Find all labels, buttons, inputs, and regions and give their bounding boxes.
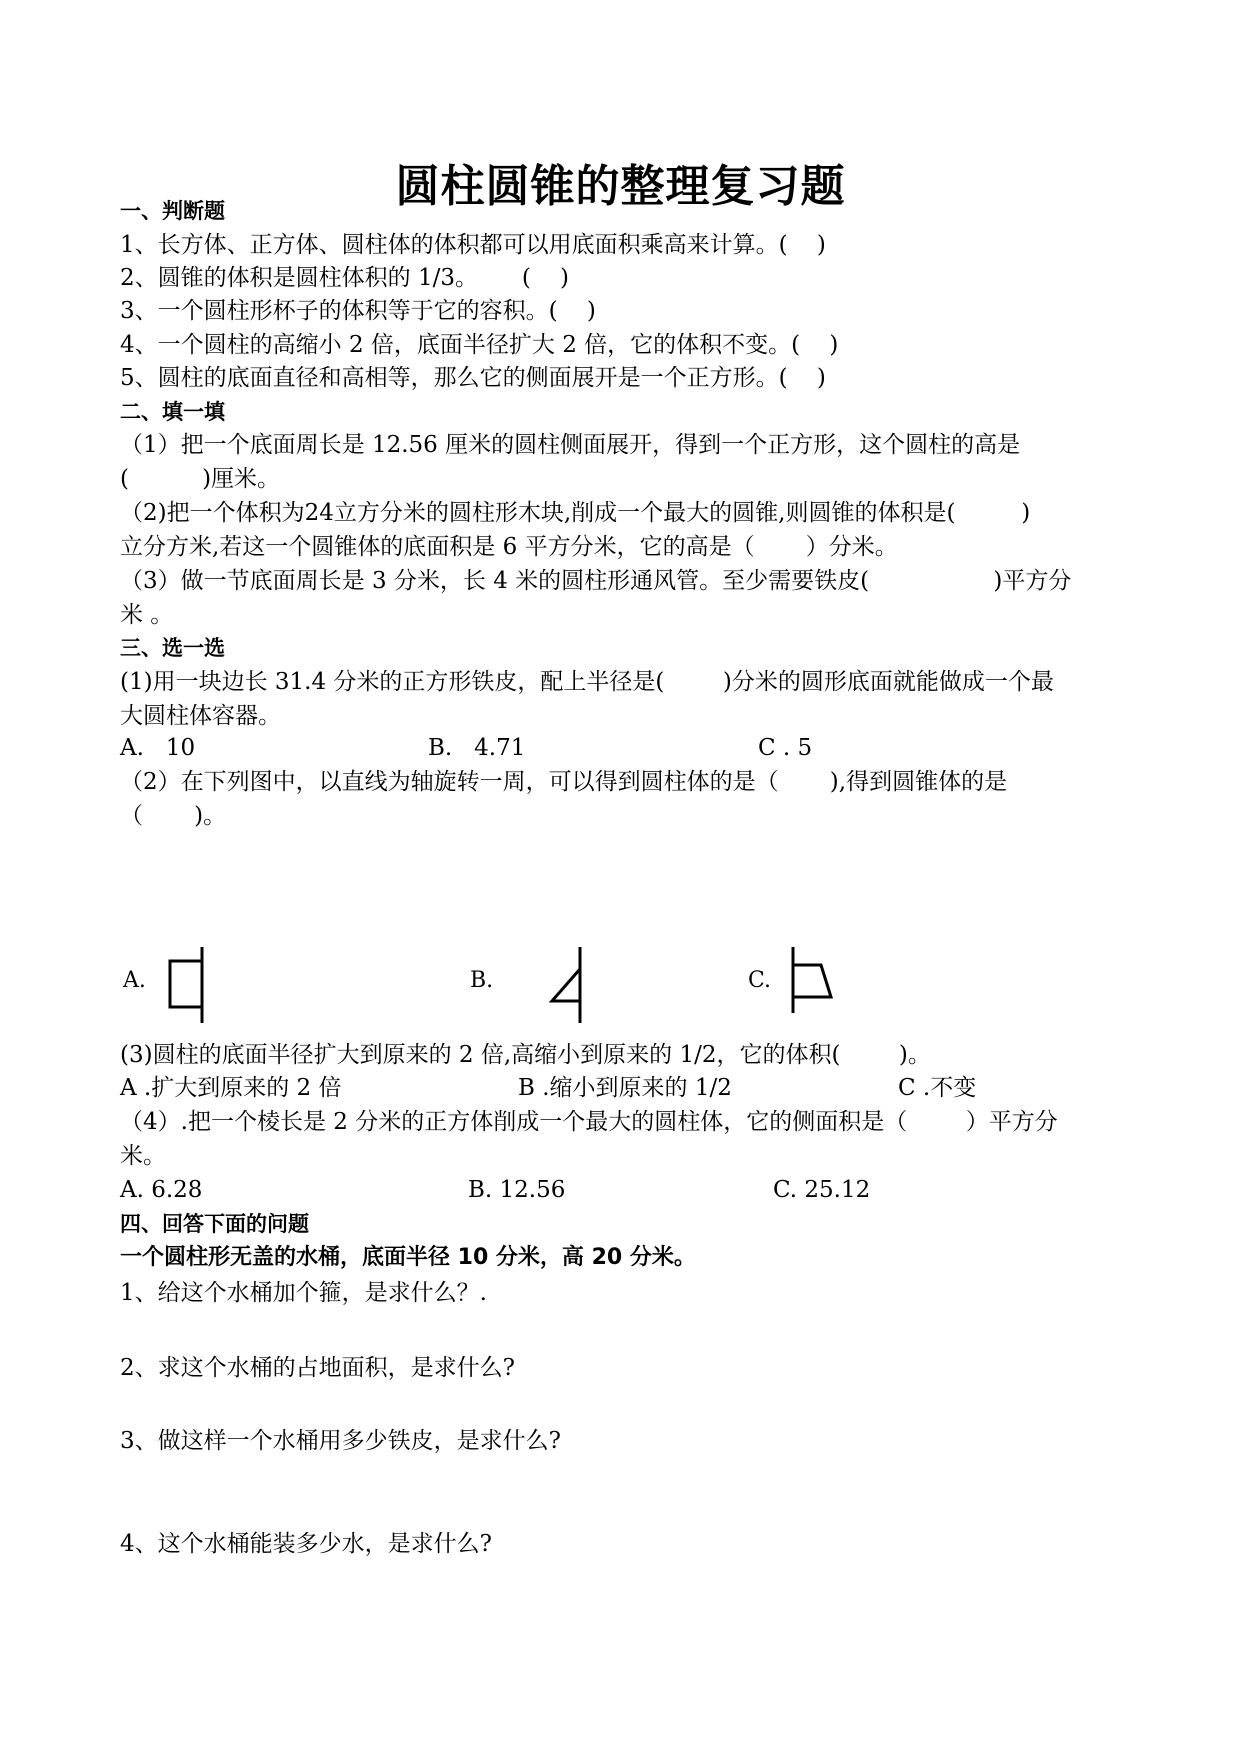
section-2-heading: 二、填一填	[120, 400, 225, 424]
choice-q4-line-1: （4）.把一个棱长是 2 分米的正方体削成一个最大的圆柱体，它的侧面积是（ ）平方分	[120, 1109, 1058, 1135]
choice-q3-option-b: B .缩小到原来的 1/2	[518, 1075, 732, 1101]
fill-line-6: 米 。	[120, 602, 174, 628]
judge-item-5: 5、圆柱的底面直径和高相等，那么它的侧面展开是一个正方形。( )	[120, 365, 826, 391]
figure-c-trapezoid-with-axis	[785, 945, 835, 1025]
judge-item-1: 1、长方体、正方体、圆柱体的体积都可以用底面积乘高来计算。( )	[120, 232, 826, 258]
choice-q3-line-1: (3)圆柱的底面半径扩大到原来的 2 倍,高缩小到原来的 1/2，它的体积( )。	[120, 1042, 931, 1068]
judge-item-3: 3、一个圆柱形杯子的体积等于它的容积。( )	[120, 298, 596, 324]
section-3-heading: 三、选一选	[120, 636, 225, 660]
figure-a-rectangle-with-axis	[160, 945, 210, 1025]
fill-line-1: （1）把一个底面周长是 12.56 厘米的圆柱侧面展开，得到一个正方形，这个圆柱的高是	[120, 432, 1021, 458]
choice-q1-option-c: C . 5	[758, 735, 813, 761]
choice-q4-option-c: C. 25.12	[773, 1177, 871, 1203]
figure-c-label: C.	[748, 968, 772, 993]
page-title: 圆柱圆锥的整理复习题	[395, 161, 846, 212]
answer-question-2: 2、求这个水桶的占地面积，是求什么?	[120, 1355, 515, 1381]
figure-b-label: B.	[470, 968, 494, 993]
figure-b-triangle-with-axis	[540, 945, 590, 1025]
choice-q4-option-b: B. 12.56	[468, 1177, 566, 1203]
figure-a-label: A.	[123, 968, 146, 993]
fill-line-4: 立分方米,若这一个圆锥体的底面积是 6 平方分米，它的高是（ ）分米。	[120, 534, 898, 560]
choice-q2-line-2: （ )。	[120, 803, 227, 829]
choice-q4-line-2: 米。	[120, 1143, 166, 1169]
judge-item-2: 2、圆锥的体积是圆柱体积的 1/3。 ( )	[120, 265, 570, 291]
answer-question-4: 4、这个水桶能装多少水，是求什么?	[120, 1531, 492, 1557]
section-4-heading: 四、回答下面的问题	[120, 1212, 309, 1236]
choice-q3-option-c: C .不变	[898, 1075, 977, 1101]
fill-line-2: ( )厘米。	[120, 466, 281, 492]
answer-problem-stem: 一个圆柱形无盖的水桶，底面半径 10 分米，高 20 分米。	[120, 1245, 696, 1270]
judge-item-4: 4、一个圆柱的高缩小 2 倍，底面半径扩大 2 倍，它的体积不变。( )	[120, 332, 839, 358]
choice-q1-line-2: 大圆柱体容器。	[120, 703, 281, 729]
section-1-heading: 一、判断题	[120, 199, 225, 223]
answer-question-3: 3、做这样一个水桶用多少铁皮，是求什么?	[120, 1428, 561, 1454]
answer-question-1: 1、给这个水桶加个箍，是求什么？.	[120, 1280, 487, 1306]
choice-q1-option-b: B. 4.71	[428, 735, 526, 761]
choice-q2-line-1: （2）在下列图中，以直线为轴旋转一周，可以得到圆柱体的是（ ),得到圆锥体的是	[120, 769, 1008, 795]
choice-q1-line-1: (1)用一块边长 31.4 分米的正方形铁皮，配上半径是( )分米的圆形底面就能做成一个最	[120, 669, 1054, 695]
choice-q4-option-a: A. 6.28	[120, 1177, 203, 1203]
choice-q1-option-a: A. 10	[120, 735, 196, 761]
fill-line-5: （3）做一节底面周长是 3 分米，长 4 米的圆柱形通风管。至少需要铁皮( )平方分	[120, 568, 1072, 594]
choice-q3-option-a: A .扩大到原来的 2 倍	[120, 1075, 342, 1101]
fill-line-3: （2)把一个体积为24立方分米的圆柱形木块,削成一个最大的圆锥,则圆锥的体积是( )	[120, 500, 1031, 526]
